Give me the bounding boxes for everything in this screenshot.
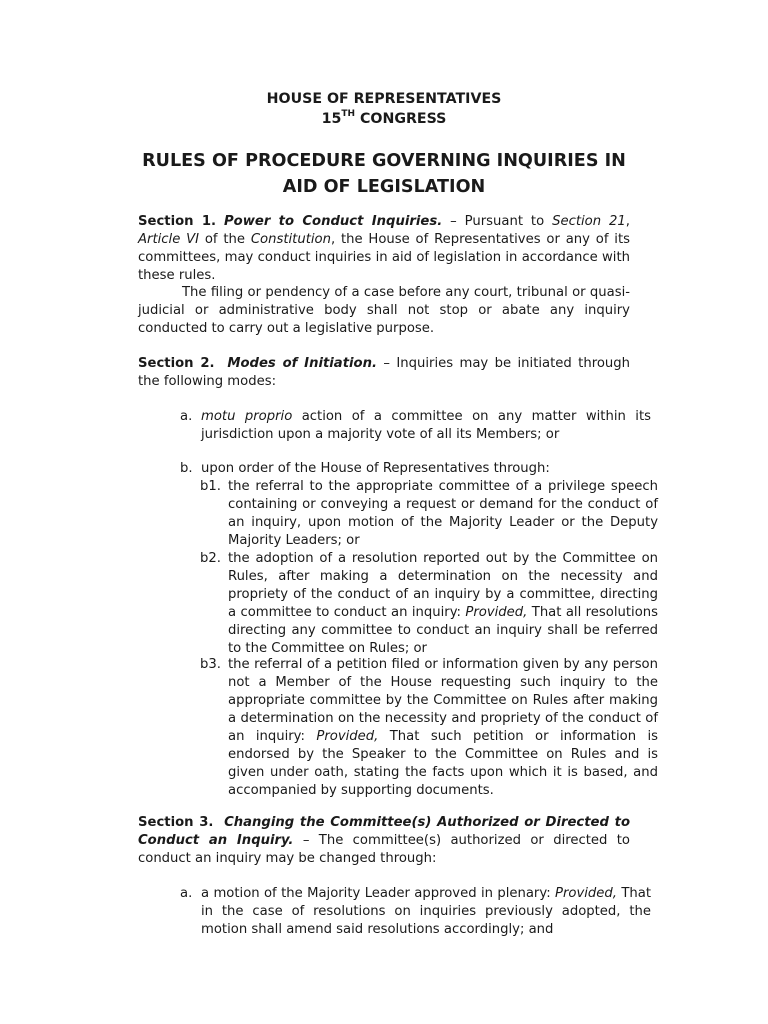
- section-1-comma: ,: [625, 214, 630, 229]
- item-b2-text-2: That all resolutions directing any committee to conduct an inquiry shall be referred to the Committee on Rules; or: [228, 605, 658, 656]
- item-a-text: action of a committee on any matter within its jurisdiction upon a majority vote of all its Members; or: [201, 409, 651, 442]
- item-marker: a.: [180, 886, 193, 901]
- section-1-ref-section: Section 21: [552, 214, 626, 229]
- title-line-2: AID OF LEGISLATION: [282, 177, 486, 197]
- section-3-item-a: [180, 885, 651, 939]
- section-3-title: Changing the Committee(s) Authorized or Directed to Conduct an Inquiry.: [138, 815, 631, 848]
- section-3-item-a-proviso: Provided,: [555, 886, 617, 901]
- item-marker: a.: [180, 409, 193, 424]
- section-2-item-b2: [200, 550, 658, 658]
- congress-line: [138, 109, 630, 129]
- item-marker: b2.: [200, 551, 221, 566]
- section-1-heading: Section 1.: [138, 214, 217, 229]
- item-b2-proviso: Provided,: [465, 605, 528, 620]
- section-1-paragraph-2: The filing or pendency of a case before any court, tribunal or quasi-judicial or administrative body shall not stop or abate any inquiry conducted to carry out a legislative purpose.: [138, 285, 630, 336]
- section-3-text: – The committee(s) authorized or directed to conduct an inquiry may be changed through:: [138, 833, 631, 866]
- section-3-item-a-text-1: a motion of the Majority Leader approved in plenary:: [201, 886, 555, 901]
- item-b-text: upon order of the House of Representatives through:: [201, 461, 550, 476]
- congress-number: 15: [321, 111, 342, 127]
- house-name: HOUSE OF REPRESENTATIVES: [266, 91, 502, 107]
- item-marker: b1.: [200, 479, 221, 494]
- document-title: [138, 148, 630, 200]
- section-3-paragraph: [138, 814, 630, 868]
- section-2-item-b3: [200, 656, 658, 800]
- section-2-paragraph: [138, 355, 630, 391]
- item-b1-text: the referral to the appropriate committee of a privilege speech containing or conveying a request or demand for the conduct of an inquiry, upon motion of the Majority Leader or the Deputy Majority Leaders; or: [228, 479, 658, 548]
- section-2-item-b: [180, 460, 651, 478]
- section-3-heading: Section 3.: [138, 815, 214, 830]
- section-1-text-1: of the: [199, 232, 251, 247]
- section-2-item-b1: [200, 478, 658, 550]
- congress-word: CONGRESS: [355, 111, 447, 127]
- section-1-ref-constitution: Constitution: [250, 232, 331, 247]
- section-1-ref-article: Article VI: [138, 232, 200, 247]
- section-2-title: Modes of Initiation.: [227, 356, 377, 371]
- title-line-1: RULES OF PROCEDURE GOVERNING INQUIRIES IN: [142, 151, 626, 171]
- congress-ordinal: TH: [341, 109, 356, 120]
- section-1-dash: – Pursuant to: [442, 214, 553, 229]
- section-3-item-a-text-2: That in the case of resolutions on inquiries previously adopted, the motion shall amend said resolutions accordingly; and: [201, 886, 651, 937]
- item-b3-proviso: Provided,: [316, 729, 379, 744]
- section-1-text-2: , the House of Representatives or any of its committees, may conduct inquiries in aid of legislation in accordance with these rules.: [138, 232, 630, 283]
- section-2-heading: Section 2.: [138, 356, 215, 371]
- section-2-item-a: [180, 408, 651, 444]
- item-b3-text-1: the referral of a petition filed or information given by any person not a Member of the House requesting such inquiry to the appropriate committee by the Committee on Rules after making a determination on the necessity and propriety of the conduct of an inquiry:: [228, 657, 658, 744]
- item-marker: b3.: [200, 657, 221, 672]
- item-a-latin-term: motu proprio: [201, 409, 293, 424]
- item-b3-text-2: That such petition or information is endorsed by the Speaker to the Committee on Rules and is given under oath, stating the facts upon which it is based, and accompanied by supporting documents.: [228, 729, 658, 798]
- item-b2-text-1: the adoption of a resolution reported out by the Committee on Rules, after making a determination on the necessity and propriety of the conduct of an inquiry by a committee, directing a committee to conduct an inquiry:: [228, 551, 658, 620]
- section-1-paragraph: [138, 213, 630, 285]
- section-1-title: Power to Conduct Inquiries.: [223, 214, 443, 229]
- item-marker: b.: [180, 461, 193, 476]
- section-2-text: – Inquiries may be initiated through the following modes:: [138, 356, 630, 389]
- house-heading: [138, 89, 630, 129]
